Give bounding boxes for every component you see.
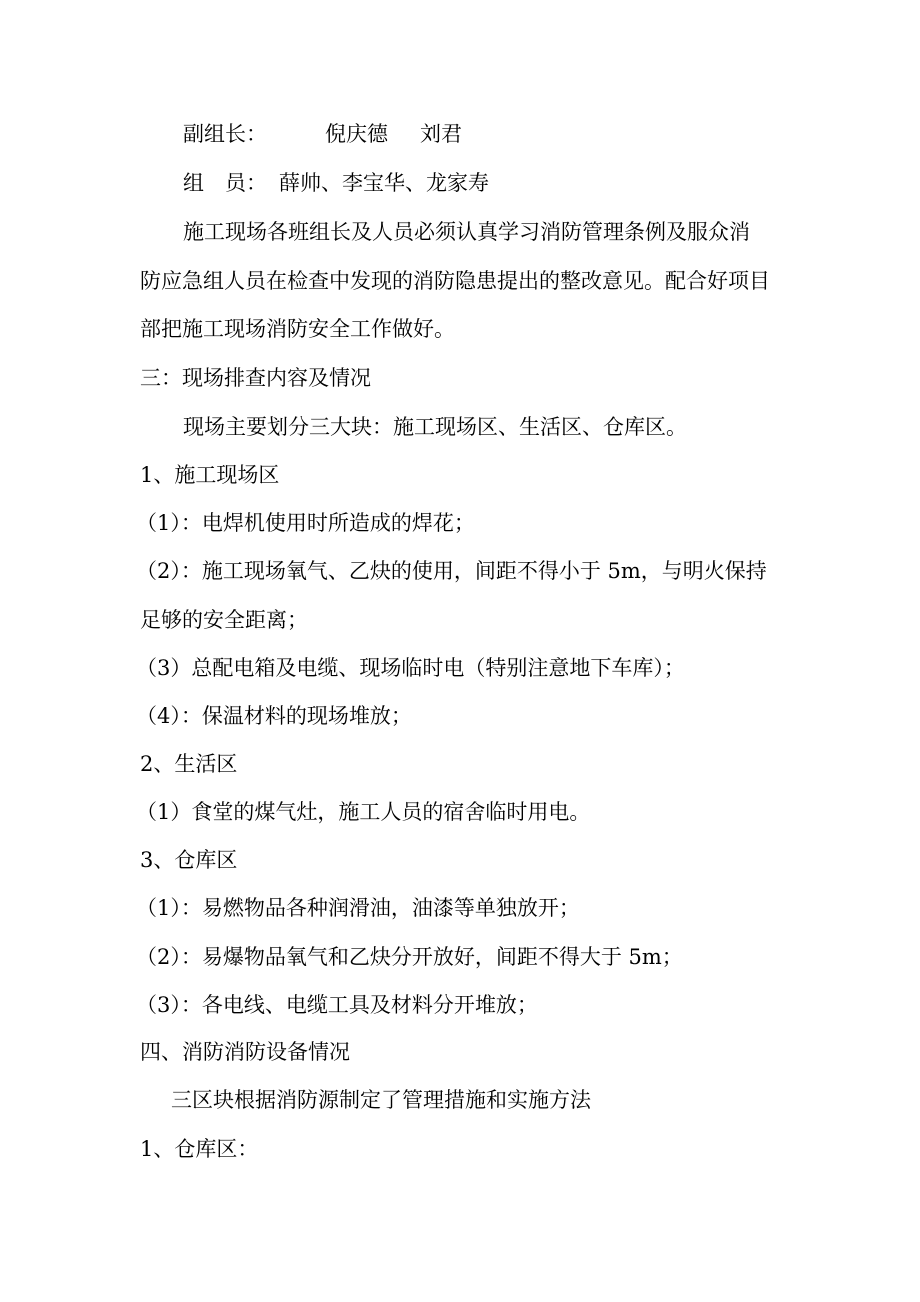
section-4-intro: 三区块根据消防源制定了管理措施和实施方法	[171, 1088, 591, 1112]
deputy-leader-name-1: 倪庆德	[325, 122, 388, 146]
area-2-item-1: （1）食堂的煤气灶，施工人员的宿舍临时用电。	[136, 800, 591, 824]
area-2-title: 2、生活区	[140, 752, 238, 776]
area-1-item-3: （3）总配电箱及电缆、现场临时电（特别注意地下车库）；	[136, 656, 685, 680]
area-3-item-2: （2）：易爆物品氧气和乙炔分开放好，间距不得大于 5m；	[136, 945, 683, 969]
area-1-item-2-line-1: （2）：施工现场氧气、乙炔的使用，间距不得小于 5m，与明火保持	[136, 559, 767, 583]
deputy-leader-name-2: 刘君	[420, 122, 462, 146]
section-3-heading: 三：现场排查内容及情况	[140, 366, 371, 390]
members-line	[183, 168, 489, 198]
section-4-heading: 四、消防消防设备情况	[140, 1040, 350, 1064]
members-label: 组 员：	[183, 171, 267, 195]
paragraph-1-line-3: 部把施工现场消防安全工作做好。	[140, 317, 455, 341]
members-names: 薛帅、李宝华、龙家寿	[279, 171, 489, 195]
area-1-item-4: （4）：保温材料的现场堆放；	[136, 704, 412, 728]
area-1-item-2-line-2: 足够的安全距离；	[140, 608, 308, 632]
deputy-leader-line	[183, 119, 462, 149]
paragraph-1-line-2: 防应急组人员在检查中发现的消防隐患提出的整改意见。配合好项目	[140, 269, 770, 293]
area-1-title: 1、施工现场区	[140, 463, 280, 487]
area-1-item-1: （1）：电焊机使用时所造成的焊花；	[136, 511, 475, 535]
area-3-item-1: （1）：易燃物品各种润滑油，油漆等单独放开；	[136, 896, 580, 920]
area-3-title: 3、仓库区	[140, 848, 238, 872]
section-4-sub-1: 1、仓库区：	[140, 1137, 259, 1161]
deputy-leader-label: 副组长：	[183, 122, 267, 146]
area-3-item-3: （3）：各电线、电缆工具及材料分开堆放；	[136, 993, 538, 1017]
section-3-intro: 现场主要划分三大块：施工现场区、生活区、仓库区。	[183, 415, 687, 439]
paragraph-1-line-1: 施工现场各班组长及人员必须认真学习消防管理条例及服众消	[183, 220, 750, 244]
